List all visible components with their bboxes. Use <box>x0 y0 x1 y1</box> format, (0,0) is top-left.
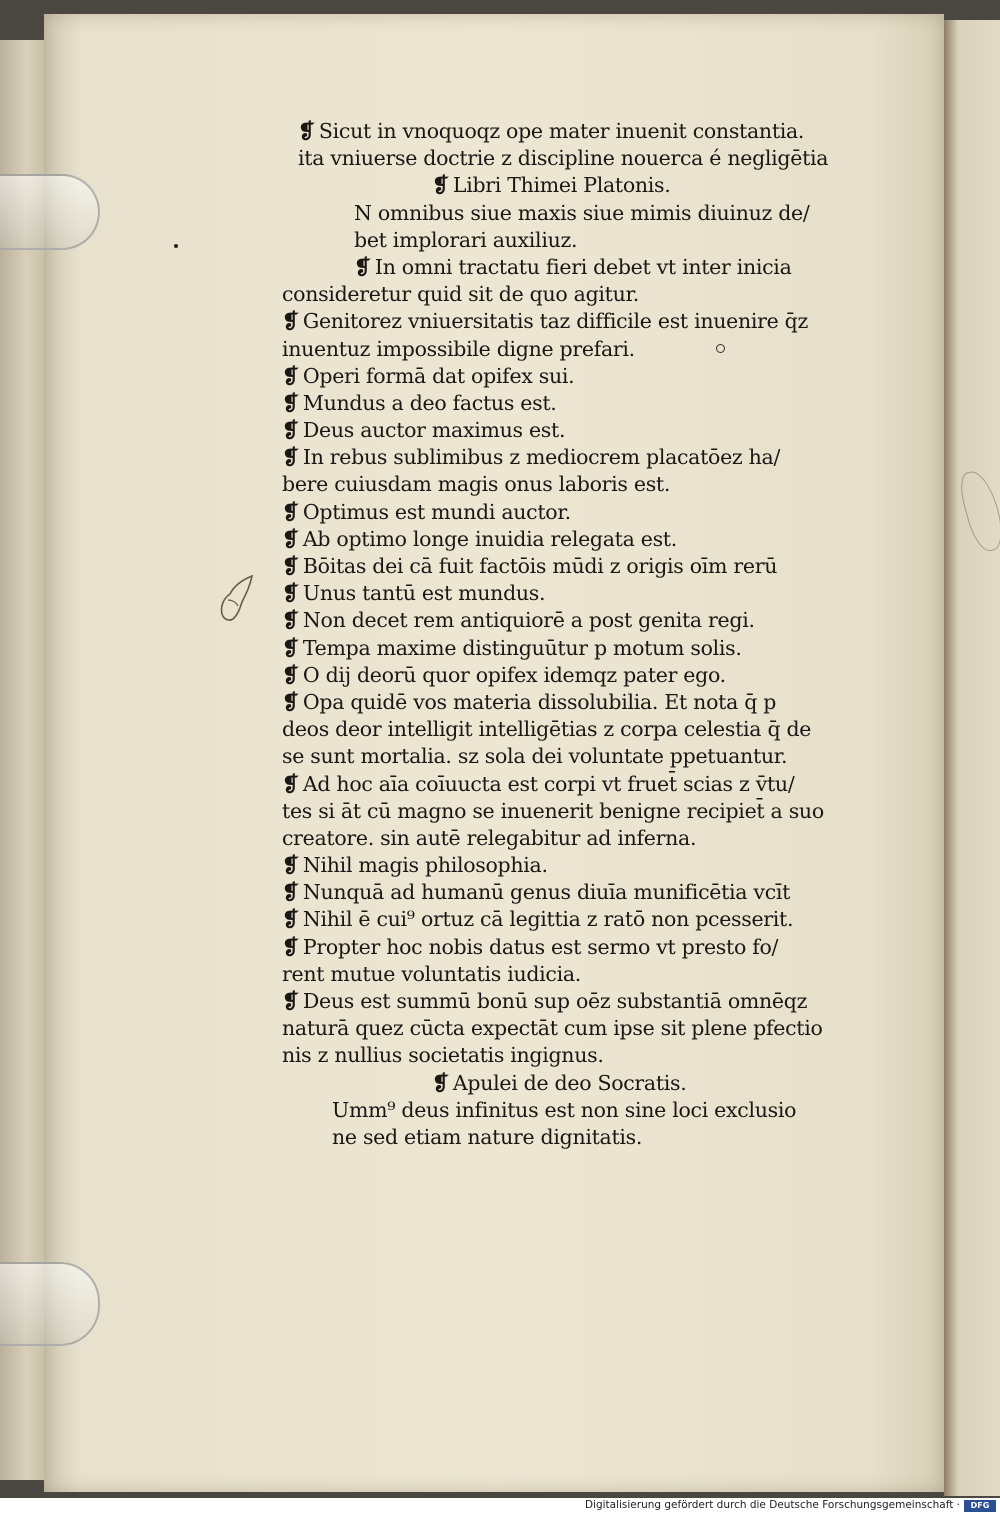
line-text: Bōitas dei cā fuit factōis mūdi z origis oīm rerū <box>302 554 778 578</box>
text-line <box>282 118 852 145</box>
text-line <box>282 580 852 607</box>
pilcrow-icon: ❡ <box>282 662 299 687</box>
text-line <box>282 336 852 363</box>
text-line <box>282 961 852 988</box>
text-line <box>282 145 852 172</box>
line-text: Propter hoc nobis datus est sermo vt presto fo/ <box>302 934 779 959</box>
text-line <box>282 716 852 743</box>
line-text: Opa quidē vos materia dissolubilia. Et nota q̄ p <box>302 689 777 714</box>
page-clip-top <box>0 174 100 250</box>
line-text: Libri Thimei Platonis. <box>452 173 671 198</box>
line-text: ita vniuerse doctrie z discipline nouerca é negligētia <box>298 146 829 171</box>
pilcrow-icon: ❡ <box>282 445 299 470</box>
line-text: Apulei de deo Socratis. <box>452 1070 687 1095</box>
pilcrow-icon: ❡ <box>282 499 299 524</box>
footer-bar <box>0 1498 1000 1514</box>
pilcrow-icon: ❡ <box>282 689 299 714</box>
line-text: inuentuz impossibile digne prefari. <box>282 336 635 361</box>
marginal-drawing <box>956 467 1000 554</box>
line-text: Tempa maxime distinguūtur p motum solis. <box>302 635 742 660</box>
text-line <box>282 689 852 716</box>
pilcrow-icon: ❡ <box>282 418 299 443</box>
dfg-logo: DFG <box>964 1500 996 1512</box>
text-line <box>282 281 852 308</box>
line-text: Deus auctor maximus est. <box>302 418 566 443</box>
text-line <box>282 1042 852 1069</box>
pilcrow-icon: ❡ <box>282 526 299 551</box>
footer-credit: Digitalisierung gefördert durch die Deutsche Forschungsgemeinschaft · <box>584 1499 960 1511</box>
text-line <box>282 988 852 1015</box>
line-text: Ad hoc aīa coīuucta est corpi vt fruet̄ scias z v̄tu/ <box>302 771 795 796</box>
pilcrow-icon: ❡ <box>282 390 299 415</box>
text-line <box>282 607 852 634</box>
manicule-hand-icon <box>212 570 256 624</box>
line-text: Genitorez vniuersitatis taz difficile est inuenire q̄z <box>302 309 808 334</box>
line-text: Umm⁹ deus infinitus est non sine loci exclusio <box>332 1097 797 1122</box>
text-line <box>282 906 852 933</box>
pilcrow-icon: ❡ <box>282 934 299 959</box>
pilcrow-icon: ❡ <box>282 989 299 1013</box>
line-text: Non decet rem antiquiorē a post genita regi. <box>302 608 755 633</box>
line-text: Nihil magis philosophia. <box>302 853 548 878</box>
text-line <box>282 363 852 390</box>
pilcrow-icon: ❡ <box>282 554 299 578</box>
line-text: N omnibus siue maxis siue mimis diuinuz de/ <box>354 200 810 225</box>
pilcrow-icon: ❡ <box>282 608 299 633</box>
pilcrow-icon: ❡ <box>282 771 299 796</box>
text-line <box>282 798 852 825</box>
line-text: Nihil ē cui⁹ ortuz cā legittia z ratō non pcesserit. <box>302 907 794 932</box>
text-line <box>282 499 852 526</box>
text-line <box>282 635 852 662</box>
line-text: Nunquā ad humanū genus diuīa munificētia vcīt <box>302 880 791 905</box>
text-line <box>282 662 852 689</box>
pilcrow-icon: ❡ <box>282 880 299 905</box>
line-text: In omni tractatu fieri debet vt inter inicia <box>374 254 792 279</box>
text-line <box>282 417 852 444</box>
ink-dot <box>174 244 178 248</box>
text-line <box>282 879 852 906</box>
text-line <box>282 390 852 417</box>
line-text: Deus est summū bonū sup oēz substantiā omnēqz <box>302 989 808 1013</box>
line-text: deos deor intelligit intelligētias z corpa celestia q̄ de <box>282 717 812 742</box>
text-column <box>282 118 852 1151</box>
text-line <box>282 1015 852 1042</box>
text-line <box>282 553 852 580</box>
text-line <box>282 308 852 335</box>
line-text: naturā quez cūcta expectāt cum ipse sit plene pfectio <box>282 1016 823 1041</box>
pilcrow-icon: ❡ <box>432 1070 449 1095</box>
text-line <box>282 227 852 254</box>
text-line <box>282 771 852 798</box>
line-text: nis z nullius societatis ingignus. <box>282 1043 604 1068</box>
pilcrow-icon: ❡ <box>282 581 299 606</box>
line-text: Sicut in vnoquoqz ope mater inuenit constantia. <box>318 119 805 143</box>
line-text: Unus tantū est mundus. <box>302 581 546 606</box>
line-text: creatore. sin autē relegabitur ad inferna. <box>282 825 697 850</box>
line-text: bere cuiusdam magis onus laboris est. <box>282 472 671 497</box>
pilcrow-icon: ❡ <box>282 907 299 932</box>
text-line <box>282 852 852 879</box>
line-text: In rebus sublimibus z mediocrem placatōez ha/ <box>302 445 781 470</box>
line-text: O dij deorū quor opifex idemqz pater ego. <box>302 662 726 687</box>
line-text: bet implorari auxiliuz. <box>354 227 578 252</box>
line-text: se sunt mortalia. sz sola dei voluntate ppetuantur. <box>282 744 788 769</box>
text-line <box>282 172 852 199</box>
text-line <box>282 526 852 553</box>
text-line <box>282 743 852 770</box>
right-page-edge <box>944 20 1000 1496</box>
line-text: Optimus est mundi auctor. <box>302 499 571 524</box>
line-text: ne sed etiam nature dignitatis. <box>332 1124 643 1149</box>
text-line <box>282 934 852 961</box>
text-line <box>282 1097 852 1124</box>
pilcrow-icon: ❡ <box>282 635 299 660</box>
text-line <box>282 444 852 471</box>
pilcrow-icon: ❡ <box>298 119 315 143</box>
pilcrow-icon: ❡ <box>282 309 299 334</box>
line-text: Operi formā dat opifex sui. <box>302 363 575 388</box>
pilcrow-icon: ❡ <box>282 363 299 388</box>
pilcrow-icon: ❡ <box>354 254 371 279</box>
pilcrow-icon: ❡ <box>282 853 299 878</box>
line-text: rent mutue voluntatis iudicia. <box>282 961 582 986</box>
text-line <box>282 1124 852 1151</box>
pilcrow-icon: ❡ <box>432 173 449 198</box>
text-line <box>282 825 852 852</box>
text-line <box>282 200 852 227</box>
line-text: tes si āt cū magno se inuenerit benigne recipiet̄ a suo <box>282 798 824 823</box>
page-clip-bottom <box>0 1262 100 1346</box>
text-line <box>282 471 852 498</box>
text-line <box>282 1070 852 1097</box>
line-text: Ab optimo longe inuidia relegata est. <box>302 526 677 551</box>
line-text: consideretur quid sit de quo agitur. <box>282 282 639 307</box>
line-text: Mundus a deo factus est. <box>302 390 557 415</box>
text-line <box>282 254 852 281</box>
